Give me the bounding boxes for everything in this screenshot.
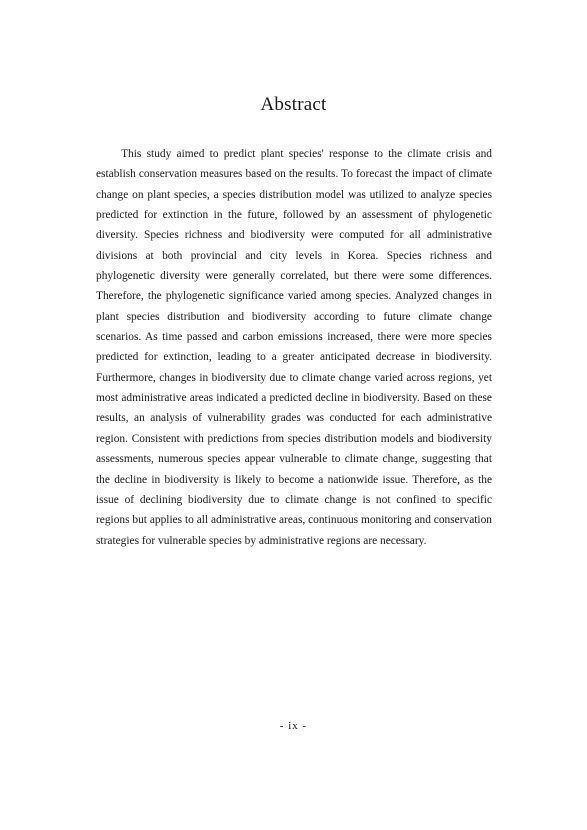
page-title: Abstract xyxy=(260,94,327,115)
page-number: - ix - xyxy=(279,720,308,732)
abstract-paragraph: This study aimed to predict plant species' response to the climate crisis and establish conservation measures based on the results. To forecast the impact of climate change on plant species, a species distribution model was utilized to analyze species predicted for extinction in the future, followed by an assessment of phylogenetic diversity. Species richness and biodiversity were computed for all administrative divisions at both provincial and city levels in Korea. Species richness and phylogenetic diversity were generally correlated, but there were some differences. Therefore, the phylogenetic significance varied among species. Analyzed changes in plant species distribution and biodiversity according to future climate change scenarios. As time passed and carbon emissions increased, there were more species predicted for extinction, leading to a greater anticipated decrease in biodiversity. Furthermore, changes in biodiversity due to climate change varied across regions, yet most administrative areas indicated a predicted decline in biodiversity. Based on these results, an analysis of vulnerability grades was conducted for each administrative region. Consistent with predictions from species distribution models and biodiversity assessments, numerous species appear vulnerable to climate change, suggesting that the decline in biodiversity is likely to become a nationwide issue. Therefore, as the issue of declining biodiversity due to climate change is not confined to specific regions but applies to all administrative areas, continuous monitoring and conservation strategies for vulnerable species by administrative regions are necessary. xyxy=(96,148,492,547)
